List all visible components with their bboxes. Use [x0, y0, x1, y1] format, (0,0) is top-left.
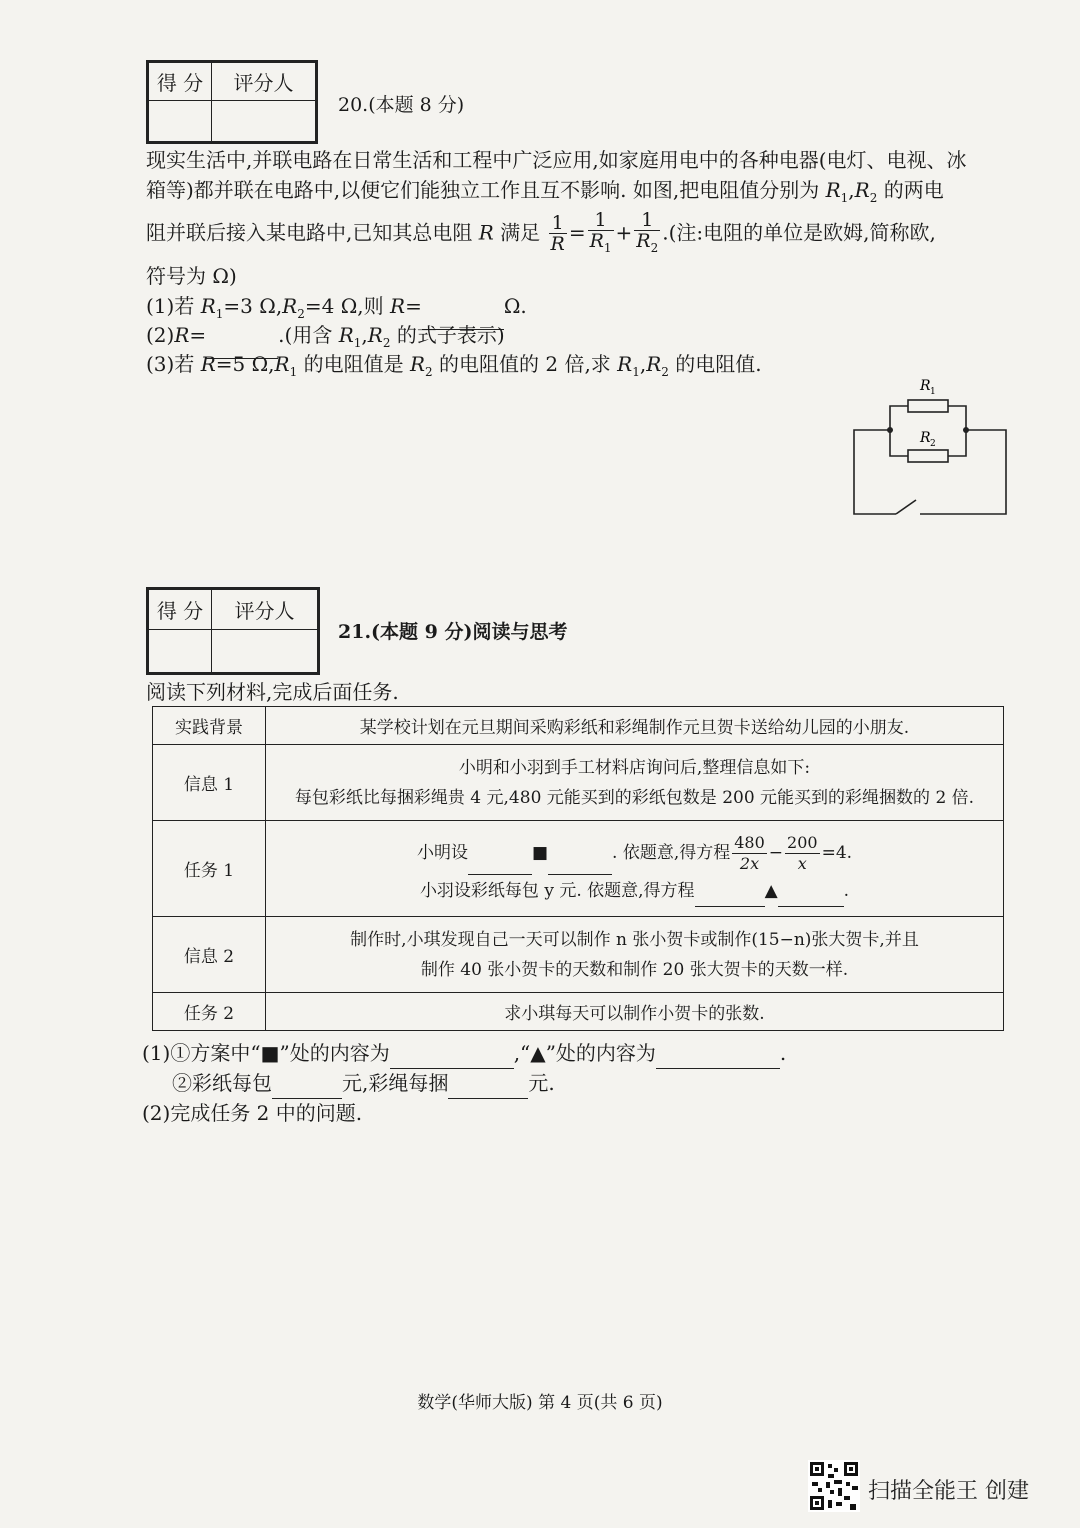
- svg-text:1: 1: [930, 387, 936, 397]
- info2-content: 制作时,小琪发现自己一天可以制作 n 张小贺卡或制作(15−n)张大贺卡,并且 制作 40 张小贺卡的天数和制作 20 张大贺卡的天数一样.: [266, 917, 1004, 993]
- q20-line1: 现实生活中,并联电路在日常生活和工程中广泛应用,如家庭用电中的各种电器(电灯、电视、冰: [146, 148, 967, 172]
- resistor-r2: [908, 450, 948, 462]
- info-table: [152, 706, 1004, 1031]
- formula-1-over-R: $\frac{1}{R}$: [550, 212, 565, 256]
- q20-line4: 符号为 Ω): [146, 264, 237, 288]
- q20-part1: (1)若 $R_1=3$ $\Omega,R_2=4$ Ω,则 R= Ω.: [146, 291, 527, 330]
- qr-code-icon: [808, 1460, 860, 1512]
- page-footer: 数学(华师大版) 第 4 页(共 6 页): [417, 1393, 663, 1413]
- q21-intro: 阅读下列材料,完成后面任务.: [146, 680, 399, 704]
- task1-blank-a[interactable]: [468, 854, 532, 875]
- grader-label: 评分人: [212, 590, 318, 630]
- info1-label: 信息 1: [153, 745, 266, 821]
- q21-sub1: (1)①方案中“■”处的内容为 ,“▲”处的内容为 .: [142, 1038, 786, 1069]
- info1-content: 小明和小羽到手工材料店询问后,整理信息如下: 每包彩纸比每捆彩绳贵 4 元,480 元能买到的彩纸包数是 200 元能买到的彩绳捆数的 2 倍.: [266, 745, 1004, 821]
- q20-line2: 箱等)都并联在电路中,以便它们能独立工作且互不影响. 如图,把电阻值分别为 $R_1,R_2$ 的两电: [146, 178, 944, 205]
- task1-label: 任务 1: [153, 821, 266, 917]
- grader-cell[interactable]: [212, 101, 316, 142]
- question-21-title: 21.(本题 9 分)阅读与思考: [338, 621, 568, 643]
- label-r2: R: [920, 430, 931, 446]
- resistor-r1: [908, 400, 948, 412]
- score-box-q20: [146, 60, 318, 144]
- q20-line3: 阻并联后接入某电路中,已知其总电阻 R 满足 $\frac{1}{R}$ = $\frac{1}{R_1}$ + $\frac{1}{R_2}$ .(注:电阻的单位是欧姆,简称欧,: [146, 209, 936, 256]
- camscanner-watermark: 扫描全能王 创建: [868, 1479, 1029, 1504]
- q20-part2: (2)R= .(用含 $R_1,R_2$ 的式子表示): [146, 320, 505, 359]
- switch: [896, 500, 916, 514]
- question-20-title: 20.(本题 8 分): [338, 94, 465, 116]
- score-cell[interactable]: [149, 101, 212, 142]
- answer-blank-rope[interactable]: [448, 1078, 528, 1099]
- task1-blank-d[interactable]: [778, 886, 844, 907]
- score-box-q21: [146, 587, 320, 675]
- bg-text: 某学校计划在元旦期间采购彩纸和彩绳制作元旦贺卡送给幼儿园的小朋友.: [266, 707, 1004, 745]
- score-label: 得 分: [149, 590, 212, 630]
- answer-blank-paper[interactable]: [272, 1078, 342, 1099]
- answer-blank-square[interactable]: [390, 1048, 514, 1069]
- bg-label: 实践背景: [153, 707, 266, 745]
- label-r1: R: [920, 378, 931, 394]
- q21-sub2: (2)完成任务 2 中的问题.: [142, 1101, 363, 1125]
- task1-content: 小明设 ■ . 依题意,得方程 $\frac{480}{2x}$ − $\frac{200}{x}$ =4. 小羽设彩纸每包 y 元. 依题意,得方程 ▲ .: [266, 821, 1004, 917]
- score-cell[interactable]: [149, 630, 212, 673]
- parallel-circuit-diagram: [850, 372, 1012, 520]
- grader-cell[interactable]: [212, 630, 318, 673]
- task1-blank-b[interactable]: [548, 854, 612, 875]
- answer-blank-triangle[interactable]: [656, 1048, 780, 1069]
- grader-label: 评分人: [212, 63, 316, 101]
- score-label: 得 分: [149, 63, 212, 101]
- task1-blank-c[interactable]: [695, 886, 765, 907]
- q20-part3: (3)若 R=5 $\Omega,R_1$ 的电阻值是 $R_2$ 的电阻值的 2 倍,求 $R_1,R_2$ 的电阻值.: [146, 352, 762, 379]
- task2-text: 求小琪每天可以制作小贺卡的张数.: [266, 993, 1004, 1031]
- square-mark: ■: [531, 842, 549, 863]
- svg-text:2: 2: [930, 439, 936, 449]
- task2-label: 任务 2: [153, 993, 266, 1031]
- triangle-mark: ▲: [764, 880, 778, 901]
- q21-sub1-2: ②彩纸每包 元,彩绳每捆 元.: [172, 1068, 555, 1099]
- info2-label: 信息 2: [153, 917, 266, 993]
